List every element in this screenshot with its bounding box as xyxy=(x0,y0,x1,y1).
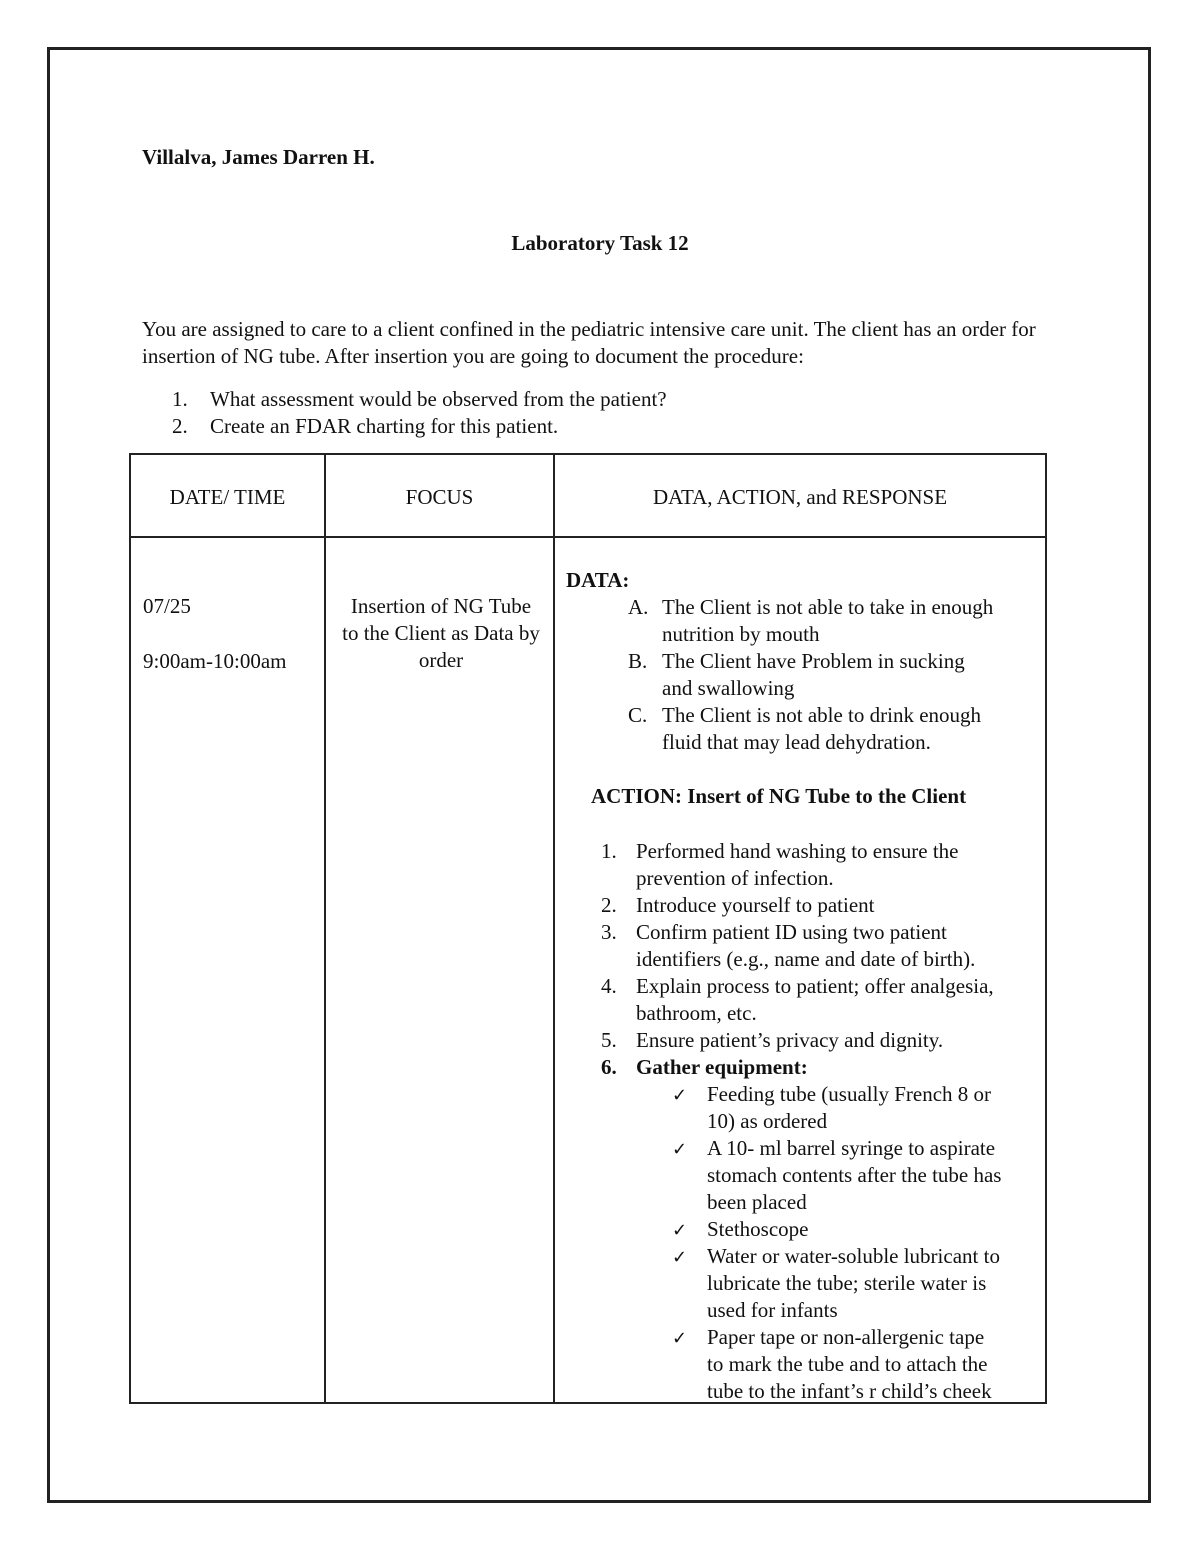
intro-paragraph: You are assigned to care to a client confined in the pediatric intensive care unit. The client has an order for insertion of NG tube. After insertion you are going to document the procedure: xyxy=(142,317,1036,368)
equipment-item-text: Stethoscope xyxy=(707,1217,809,1241)
action-item-text: Performed hand washing to ensure the xyxy=(636,839,959,863)
action-item-text: prevention of infection. xyxy=(636,866,834,890)
equipment-item-text: A 10- ml barrel syringe to aspirate xyxy=(707,1136,996,1160)
action-item-text: Ensure patient’s privacy and dignity. xyxy=(636,1028,944,1052)
action-item-text: bathroom, etc. xyxy=(636,1001,757,1025)
data-item-letter: C. xyxy=(628,703,648,727)
data-heading: DATA: xyxy=(566,568,630,592)
action-item-number: 6. xyxy=(601,1055,617,1079)
header-data-action-response: DATA, ACTION, and RESPONSE xyxy=(652,485,948,509)
header-focus: FOCUS xyxy=(405,485,474,509)
data-item-text: nutrition by mouth xyxy=(662,622,820,646)
action-item-text: Gather equipment: xyxy=(636,1055,808,1079)
equipment-item-text: Water or water-soluble lubricant to xyxy=(707,1244,1000,1268)
equipment-item-text: used for infants xyxy=(707,1298,838,1322)
checkmark-icon: ✓ xyxy=(672,1139,688,1160)
data-item-text: The Client have Problem in sucking xyxy=(662,649,965,673)
question-number: 2. xyxy=(172,414,188,438)
data-item-letter: B. xyxy=(628,649,648,673)
checkmark-icon: ✓ xyxy=(672,1220,688,1241)
action-item-number: 3. xyxy=(601,920,617,944)
data-item-text: The Client is not able to drink enough xyxy=(662,703,982,727)
action-item-number: 2. xyxy=(601,893,617,917)
author-name: Villalva, James Darren H. xyxy=(142,145,375,169)
action-item-number: 1. xyxy=(601,839,617,863)
column-divider xyxy=(553,455,555,1402)
equipment-item-text: lubricate the tube; sterile water is xyxy=(707,1271,987,1295)
question-text: What assessment would be observed from the patient? xyxy=(210,387,667,411)
equipment-item-text: 10) as ordered xyxy=(707,1109,828,1133)
question-text: Create an FDAR charting for this patient. xyxy=(210,414,559,438)
header-date-time: DATE/ TIME xyxy=(169,485,286,509)
document-title: Laboratory Task 12 xyxy=(511,231,689,255)
data-item-text: fluid that may lead dehydration. xyxy=(662,730,931,754)
data-item-letter: A. xyxy=(628,595,649,619)
action-item-text: Confirm patient ID using two patient xyxy=(636,920,947,944)
column-divider xyxy=(324,455,326,1402)
equipment-item-text: been placed xyxy=(707,1190,807,1214)
checkmark-icon: ✓ xyxy=(672,1328,688,1349)
checkmark-icon: ✓ xyxy=(672,1247,688,1268)
fdar-table xyxy=(129,453,1047,1404)
data-item-text: The Client is not able to take in enough xyxy=(662,595,994,619)
entry-focus: Insertion of NG Tube to the Client as Data by order xyxy=(342,594,540,672)
header-divider xyxy=(131,536,1045,538)
checkmark-icon: ✓ xyxy=(672,1085,688,1106)
action-heading: ACTION: Insert of NG Tube to the Client xyxy=(591,784,967,808)
equipment-item-text: tube to the infant’s r child’s cheek xyxy=(707,1379,992,1403)
entry-time: 9:00am-10:00am xyxy=(143,649,287,673)
question-number: 1. xyxy=(172,387,188,411)
equipment-item-text: Paper tape or non-allergenic tape xyxy=(707,1325,985,1349)
action-item-text: Explain process to patient; offer analgesia, xyxy=(636,974,994,998)
entry-date: 07/25 xyxy=(143,594,191,618)
action-item-number: 5. xyxy=(601,1028,617,1052)
action-item-text: Introduce yourself to patient xyxy=(636,893,875,917)
equipment-item-text: Feeding tube (usually French 8 or xyxy=(707,1082,992,1106)
equipment-item-text: stomach contents after the tube has xyxy=(707,1163,1002,1187)
equipment-item-text: to mark the tube and to attach the xyxy=(707,1352,988,1376)
data-item-text: and swallowing xyxy=(662,676,795,700)
action-item-text: identifiers (e.g., name and date of birth). xyxy=(636,947,976,971)
action-item-number: 4. xyxy=(601,974,617,998)
